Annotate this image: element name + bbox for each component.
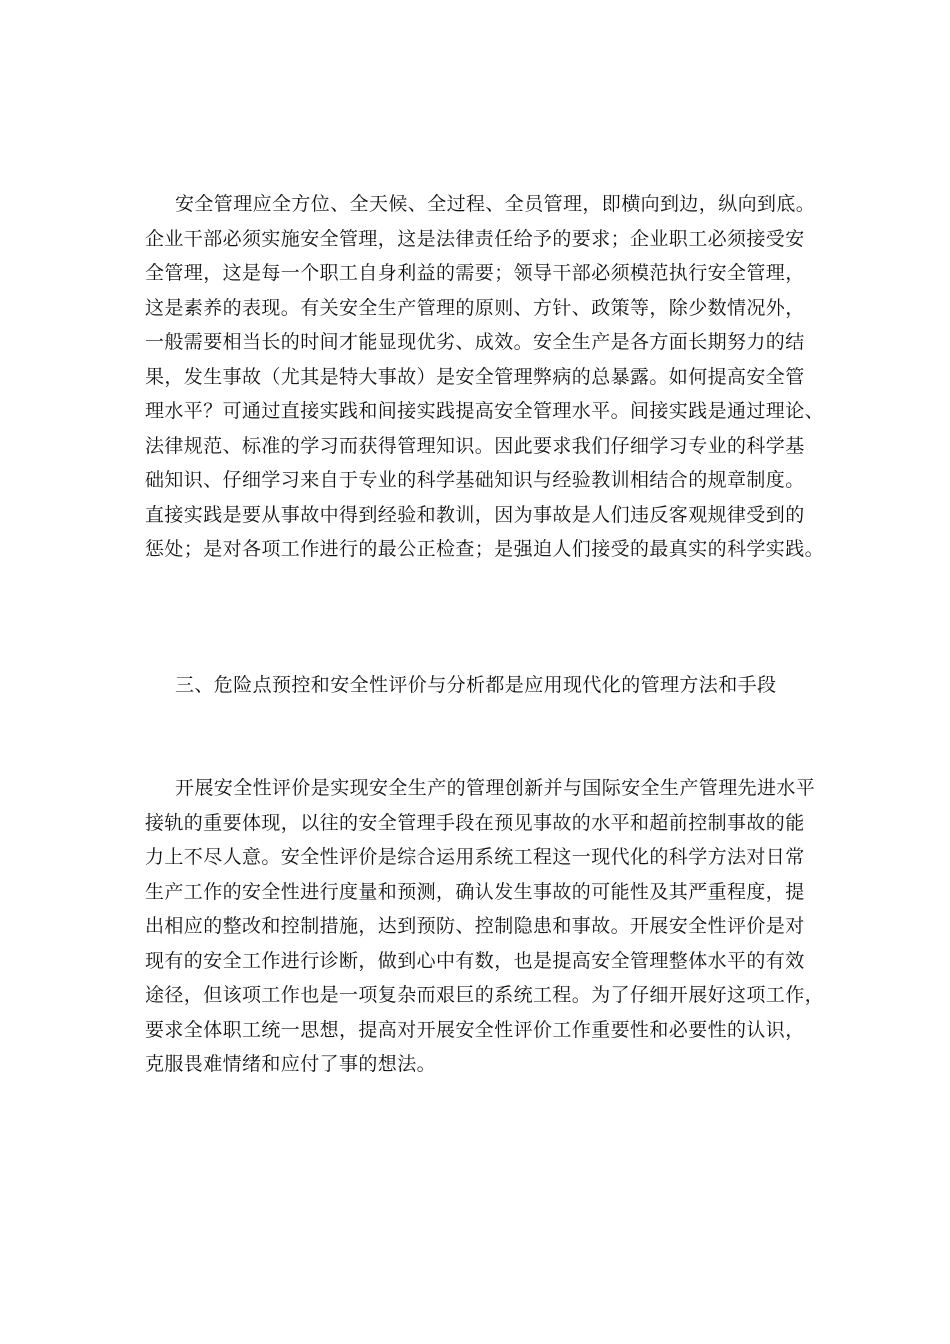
paragraph-line: 一般需要相当长的时间才能显现优劣、成效。安全生产是各方面长期努力的结 — [145, 331, 805, 353]
section-heading-text: 三、危险点预控和安全性评价与分析都是应用现代化的管理方法和手段 — [175, 674, 777, 696]
paragraph-line: 法律规范、标准的学习而获得管理知识。因此要求我们仔细学习专业的科学基 — [145, 434, 805, 457]
paragraph-line: 出相应的整改和控制措施，达到预防、控制隐患和事故。开展安全性评价是对 — [145, 915, 805, 937]
paragraph-line: 果，发生事故（尤其是特大事故）是安全管理弊病的总暴露。如何提高安全管 — [145, 365, 805, 388]
section-heading — [145, 668, 810, 703]
paragraph-line: 力上不尽人意。安全性评价是综合运用系统工程这一现代化的科学方法对日常 — [145, 846, 805, 868]
paragraph-line: 直接实践是要从事故中得到经验和教训，因为事故是人们违反客观规律受到的 — [145, 503, 805, 526]
paragraph-line: 克服畏难情绪和应付了事的想法。 — [145, 1053, 437, 1075]
paragraph-line: 接轨的重要体现，以往的安全管理手段在预见事故的水平和超前控制事故的能 — [145, 811, 805, 834]
paragraph-line: 理水平？可通过直接实践和间接实践提高安全管理水平。间接实践是通过理论、 — [145, 400, 825, 422]
paragraph-line: 生产工作的安全性进行度量和预测，确认发生事故的可能性及其严重程度，提 — [145, 880, 805, 903]
paragraph-safety-management — [145, 187, 825, 567]
paragraph-safety-evaluation — [145, 771, 825, 1082]
paragraph-line: 开展安全性评价是实现安全生产的管理创新并与国际安全生产管理先进水平 — [175, 777, 816, 799]
paragraph-line: 全管理，这是每一个职工自身利益的需要；领导干部必须模范执行安全管理， — [145, 262, 805, 284]
paragraph-line: 要求全体职工统一思想，提高对开展安全性评价工作重要性和必要性的认识， — [145, 1018, 805, 1041]
paragraph-line: 途径，但该项工作也是一项复杂而艰巨的系统工程。为了仔细开展好这项工作， — [145, 984, 825, 1006]
paragraph-line: 安全管理应全方位、全天候、全过程、全员管理，即横向到边，纵向到底。 — [175, 193, 816, 215]
paragraph-line: 础知识、仔细学习来自于专业的科学基础知识与经验教训相结合的规章制度。 — [145, 469, 805, 491]
paragraph-line: 企业干部必须实施安全管理，这是法律责任给予的要求；企业职工必须接受安 — [145, 227, 805, 250]
paragraph-line: 现有的安全工作进行诊断，做到心中有数，也是提高安全管理整体水平的有效 — [145, 949, 805, 972]
paragraph-line: 惩处；是对各项工作进行的最公正检查；是强迫人们接受的最真实的科学实践。 — [145, 538, 825, 560]
paragraph-line: 这是素养的表现。有关安全生产管理的原则、方针、政策等，除少数情况外， — [145, 296, 805, 319]
